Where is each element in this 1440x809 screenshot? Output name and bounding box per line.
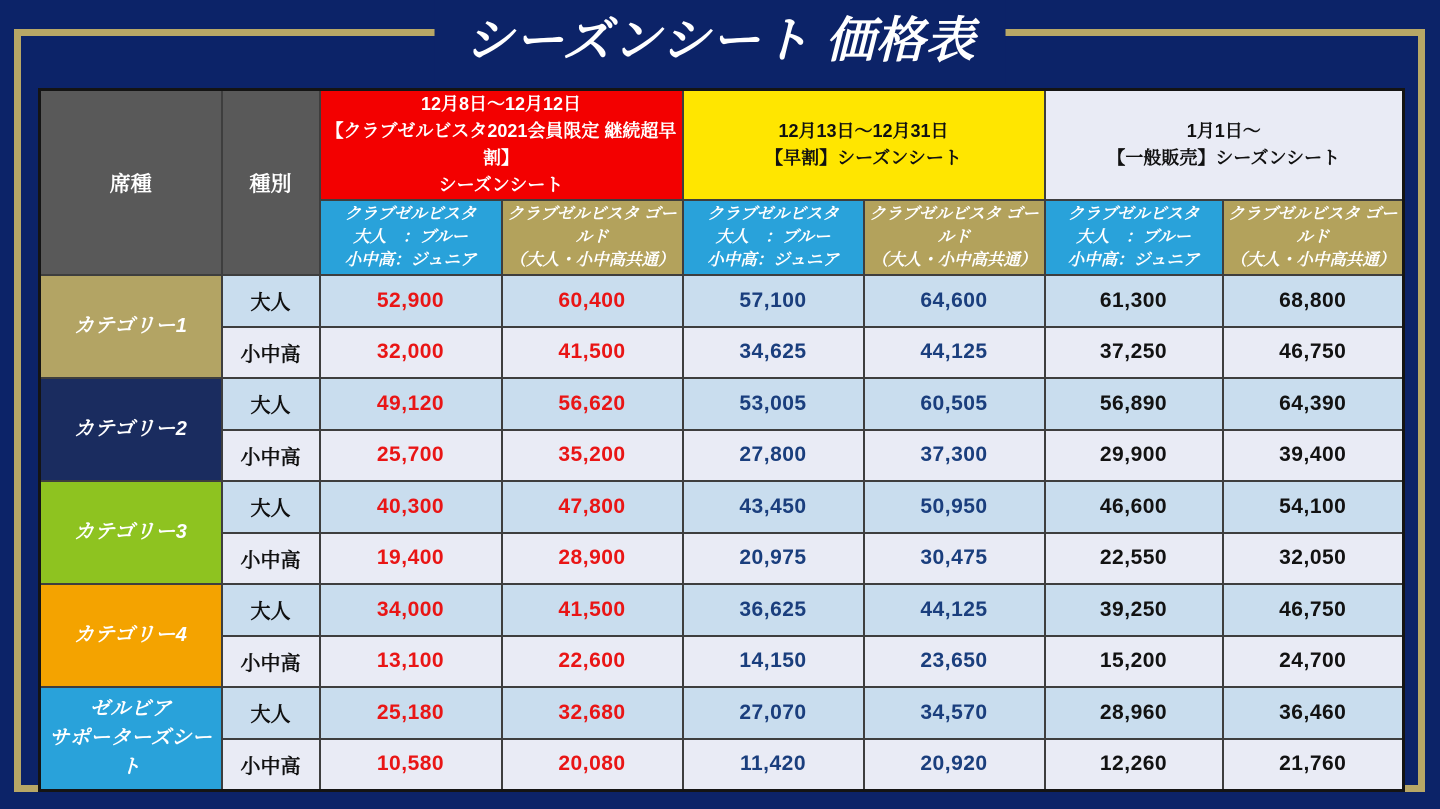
price-cell: 34,570 xyxy=(864,687,1045,739)
membership-gold-subheader: クラブゼルビスタ ゴールド （大人・小中高共通） xyxy=(502,200,683,275)
period-group-header: 12月13日～12月31日 【早割】シーズンシート xyxy=(683,90,1045,201)
price-cell: 61,300 xyxy=(1045,275,1223,327)
table-row xyxy=(40,687,1404,739)
age-type-cell: 小中高 xyxy=(222,739,320,791)
price-cell: 32,050 xyxy=(1223,533,1404,585)
membership-blue-subheader: クラブゼルビスタ 大人 ：ブルー 小中高：ジュニア xyxy=(320,200,502,275)
age-type-cell: 大人 xyxy=(222,687,320,739)
membership-blue-subheader: クラブゼルビスタ 大人 ：ブルー 小中高：ジュニア xyxy=(683,200,864,275)
price-cell: 41,500 xyxy=(502,584,683,636)
seat-type-header: ゼルビア サポーターズシート xyxy=(40,687,222,790)
table-row xyxy=(40,378,1404,430)
seat-type-header: カテゴリー3 xyxy=(40,481,222,584)
membership-blue-subheader: クラブゼルビスタ 大人 ：ブルー 小中高：ジュニア xyxy=(1045,200,1223,275)
price-cell: 60,505 xyxy=(864,378,1045,430)
price-cell: 10,580 xyxy=(320,739,502,791)
price-cell: 64,390 xyxy=(1223,378,1404,430)
price-cell: 40,300 xyxy=(320,481,502,533)
price-cell: 32,680 xyxy=(502,687,683,739)
age-type-cell: 大人 xyxy=(222,584,320,636)
corner-seat-header: 席種 xyxy=(40,90,222,276)
membership-gold-subheader: クラブゼルビスタ ゴールド （大人・小中高共通） xyxy=(864,200,1045,275)
age-type-cell: 小中高 xyxy=(222,636,320,688)
age-type-cell: 大人 xyxy=(222,275,320,327)
price-cell: 57,100 xyxy=(683,275,864,327)
corner-type-header: 種別 xyxy=(222,90,320,276)
price-cell: 25,700 xyxy=(320,430,502,482)
price-cell: 39,400 xyxy=(1223,430,1404,482)
price-cell: 14,150 xyxy=(683,636,864,688)
table-row xyxy=(40,430,1404,482)
seat-type-header: カテゴリー4 xyxy=(40,584,222,687)
price-cell: 52,900 xyxy=(320,275,502,327)
price-cell: 36,625 xyxy=(683,584,864,636)
price-cell: 20,975 xyxy=(683,533,864,585)
period-group-header: 1月1日～ 【一般販売】シーズンシート xyxy=(1045,90,1404,201)
price-cell: 43,450 xyxy=(683,481,864,533)
table-row xyxy=(40,636,1404,688)
price-cell: 30,475 xyxy=(864,533,1045,585)
price-cell: 24,700 xyxy=(1223,636,1404,688)
price-cell: 20,080 xyxy=(502,739,683,791)
price-cell: 46,750 xyxy=(1223,584,1404,636)
table-row xyxy=(40,584,1404,636)
period-group-header: 12月8日～12月12日 【クラブゼルビスタ2021会員限定 継続超早割】 シーズンシート xyxy=(320,90,683,201)
price-cell: 64,600 xyxy=(864,275,1045,327)
price-cell: 28,900 xyxy=(502,533,683,585)
price-cell: 29,900 xyxy=(1045,430,1223,482)
price-cell: 21,760 xyxy=(1223,739,1404,791)
age-type-cell: 小中高 xyxy=(222,327,320,379)
price-cell: 23,650 xyxy=(864,636,1045,688)
price-cell: 44,125 xyxy=(864,584,1045,636)
price-cell: 22,550 xyxy=(1045,533,1223,585)
price-cell: 32,000 xyxy=(320,327,502,379)
price-cell: 20,920 xyxy=(864,739,1045,791)
price-cell: 47,800 xyxy=(502,481,683,533)
table-row xyxy=(40,739,1404,791)
price-cell: 34,625 xyxy=(683,327,864,379)
price-cell: 27,070 xyxy=(683,687,864,739)
seat-type-header: カテゴリー2 xyxy=(40,378,222,481)
price-cell: 56,620 xyxy=(502,378,683,430)
price-cell: 53,005 xyxy=(683,378,864,430)
price-cell: 56,890 xyxy=(1045,378,1223,430)
price-cell: 36,460 xyxy=(1223,687,1404,739)
price-cell: 22,600 xyxy=(502,636,683,688)
price-cell: 41,500 xyxy=(502,327,683,379)
seat-type-header: カテゴリー1 xyxy=(40,275,222,378)
table-row xyxy=(40,275,1404,327)
price-cell: 12,260 xyxy=(1045,739,1223,791)
price-cell: 37,300 xyxy=(864,430,1045,482)
price-cell: 39,250 xyxy=(1045,584,1223,636)
price-cell: 68,800 xyxy=(1223,275,1404,327)
age-type-cell: 大人 xyxy=(222,481,320,533)
price-cell: 49,120 xyxy=(320,378,502,430)
membership-gold-subheader: クラブゼルビスタ ゴールド （大人・小中高共通） xyxy=(1223,200,1404,275)
page-title: シーズンシート 価格表 xyxy=(435,0,1006,84)
price-cell: 28,960 xyxy=(1045,687,1223,739)
price-cell: 34,000 xyxy=(320,584,502,636)
age-type-cell: 小中高 xyxy=(222,430,320,482)
age-type-cell: 小中高 xyxy=(222,533,320,585)
price-cell: 60,400 xyxy=(502,275,683,327)
price-table xyxy=(38,88,1405,792)
price-cell: 11,420 xyxy=(683,739,864,791)
price-cell: 35,200 xyxy=(502,430,683,482)
table-row xyxy=(40,327,1404,379)
price-cell: 15,200 xyxy=(1045,636,1223,688)
table-row xyxy=(40,533,1404,585)
price-cell: 13,100 xyxy=(320,636,502,688)
price-cell: 27,800 xyxy=(683,430,864,482)
price-cell: 50,950 xyxy=(864,481,1045,533)
price-cell: 44,125 xyxy=(864,327,1045,379)
price-cell: 46,600 xyxy=(1045,481,1223,533)
price-cell: 46,750 xyxy=(1223,327,1404,379)
age-type-cell: 大人 xyxy=(222,378,320,430)
price-cell: 25,180 xyxy=(320,687,502,739)
table-row xyxy=(40,481,1404,533)
price-cell: 37,250 xyxy=(1045,327,1223,379)
price-cell: 54,100 xyxy=(1223,481,1404,533)
price-cell: 19,400 xyxy=(320,533,502,585)
